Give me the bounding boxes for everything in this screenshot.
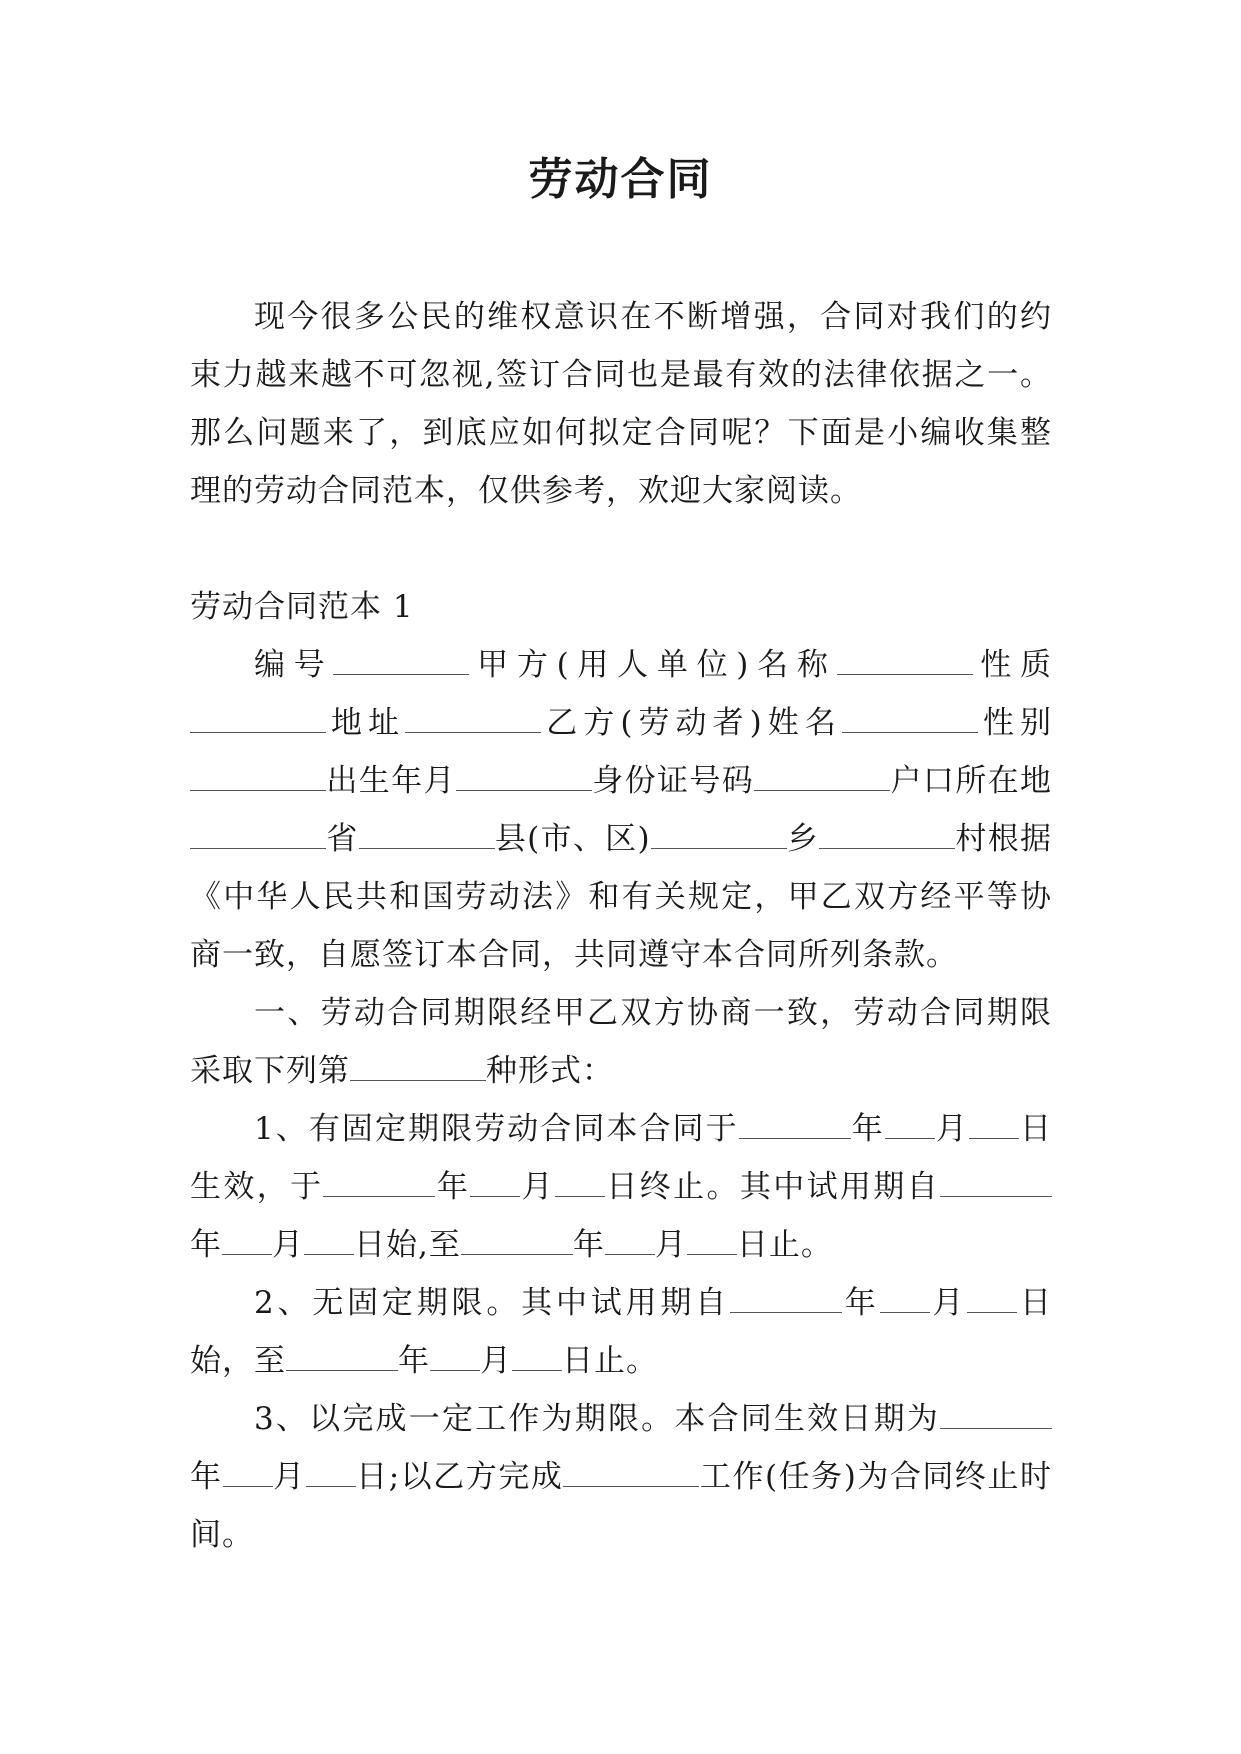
village-basis-text: 村根据《中华人民共和国劳动法》和有关规定，甲乙双方经平等协商一致，自愿签订本合同，共同遵守本合同所列条款。 [190,821,1053,973]
item-1-probation-start-year-blank [940,1166,1052,1197]
item-3-tail-text: 工作(任务)为合同终止时间。 [190,1459,1053,1553]
item-3-paragraph [190,1390,1052,1564]
item-1-probation-start-day-blank [304,1224,354,1255]
item-1-probation-start-month-blank [222,1224,272,1255]
item-1-start-text: 日始,至 [354,1227,461,1263]
item-1-probation-end-year-blank [461,1224,573,1255]
item-1-month-label-4: 月 [654,1227,687,1263]
item-2-lead: 2、无固定期限。其中试用期自 [254,1285,730,1321]
item-2-month-label-2: 月 [480,1343,512,1379]
item-1-year-label-2: 年 [435,1169,471,1205]
item-2-paragraph [190,1274,1052,1390]
township-label: 乡 [786,821,820,857]
item-3-task-blank [563,1456,699,1487]
address-label: 地址 [326,705,406,741]
gender-label: 性别 [977,705,1053,741]
item-1-end-day-blank [555,1166,605,1197]
item-2-start-day-blank [967,1282,1017,1313]
province-label: 省 [326,821,359,857]
residence-label: 户口所在地 [890,763,1052,799]
county-blank [651,818,787,849]
item-1-probation-end-month-blank [605,1224,655,1255]
intro-paragraph: 现今很多公民的维权意识在不断增强，合同对我们的约束力越来越不可忽视,签订合同也是最有效的法律依据之一。那么问题来了，到底应如何拟定合同呢？下面是小编收集整理的劳动合同范本，仅供参考，欢迎大家阅读。 [190,299,1052,509]
party-a-name-blank [837,644,973,675]
clause-1-text-b: 种形式： [486,1053,614,1089]
item-3-day-party-text: 日;以乙方完成 [355,1459,564,1495]
item-2-start-year-blank [730,1282,842,1313]
item-1-effective-year-blank [739,1108,851,1139]
sample-heading: 劳动合同范本 1 [190,589,414,625]
item-2-year-label-2: 年 [398,1343,430,1379]
party-a-name-label: 甲方(用人单位)名称 [469,647,837,683]
item-3-lead: 3、以完成一定工作为期限。本合同生效日期为 [254,1401,940,1437]
item-1-year-label: 年 [850,1111,885,1147]
item-1-month-label: 月 [934,1111,969,1147]
id-number-label: 身份证号码 [591,763,755,799]
number-label: 编号 [254,647,334,683]
item-2-year-label: 年 [841,1285,880,1321]
party-b-name-blank [842,702,978,733]
clause-1-text-a: 一、劳动合同期限经甲乙双方协商一致，劳动合同期限采取下列第 [190,995,1052,1089]
item-3-year-label: 年 [190,1459,223,1495]
clause-1-paragraph [190,984,1052,1100]
item-1-end-month-blank [470,1166,520,1197]
item-1-effective-day-blank [969,1108,1019,1139]
nature-blank [190,702,326,733]
item-2-end-text: 日止。 [562,1343,658,1379]
item-1-paragraph [190,1100,1052,1274]
residence-blank [190,818,326,849]
province-blank [359,818,495,849]
township-blank [819,818,955,849]
document-title: 劳动合同 [528,154,713,205]
item-1-lead: 1、有固定期限劳动合同本合同于 [254,1111,739,1147]
item-3-month-label: 月 [272,1459,306,1495]
item-1-effective-month-blank [885,1108,935,1139]
item-1-year-label-4: 年 [572,1227,605,1263]
item-2-month-label: 月 [929,1285,968,1321]
gender-blank [190,760,326,791]
item-3-year-blank [940,1398,1052,1429]
item-2-end-day-blank [512,1340,562,1371]
nature-label: 性质 [972,647,1053,683]
item-2-end-month-blank [430,1340,480,1371]
item-1-month-label-2: 月 [520,1169,555,1205]
item-1-terminate-text: 日终止。其中试用期自 [604,1169,941,1205]
item-1-end-text: 日止。 [736,1227,833,1263]
item-2-end-year-blank [286,1340,398,1371]
contract-body [190,636,1052,1564]
item-2-start-month-blank [880,1282,930,1313]
birth-date-blank [456,760,592,791]
id-number-blank [754,760,890,791]
address-blank [405,702,541,733]
item-1-probation-end-day-blank [687,1224,737,1255]
item-1-year-label-3: 年 [190,1227,222,1263]
party-b-name-label: 乙方(劳动者)姓名 [541,705,842,741]
party-info-paragraph [190,636,1052,984]
birth-date-label: 出生年月 [326,763,456,799]
county-label: 县(市、区) [494,821,651,857]
item-1-effective-text: 日生效，于 [190,1111,1053,1205]
item-3-month-blank [223,1456,273,1487]
clause-1-form-blank [350,1050,486,1081]
item-3-day-blank [306,1456,356,1487]
item-2-start-text: 日始，至 [190,1285,1053,1379]
item-1-end-year-blank [323,1166,435,1197]
item-1-month-label-3: 月 [272,1227,304,1263]
number-blank [333,644,469,675]
